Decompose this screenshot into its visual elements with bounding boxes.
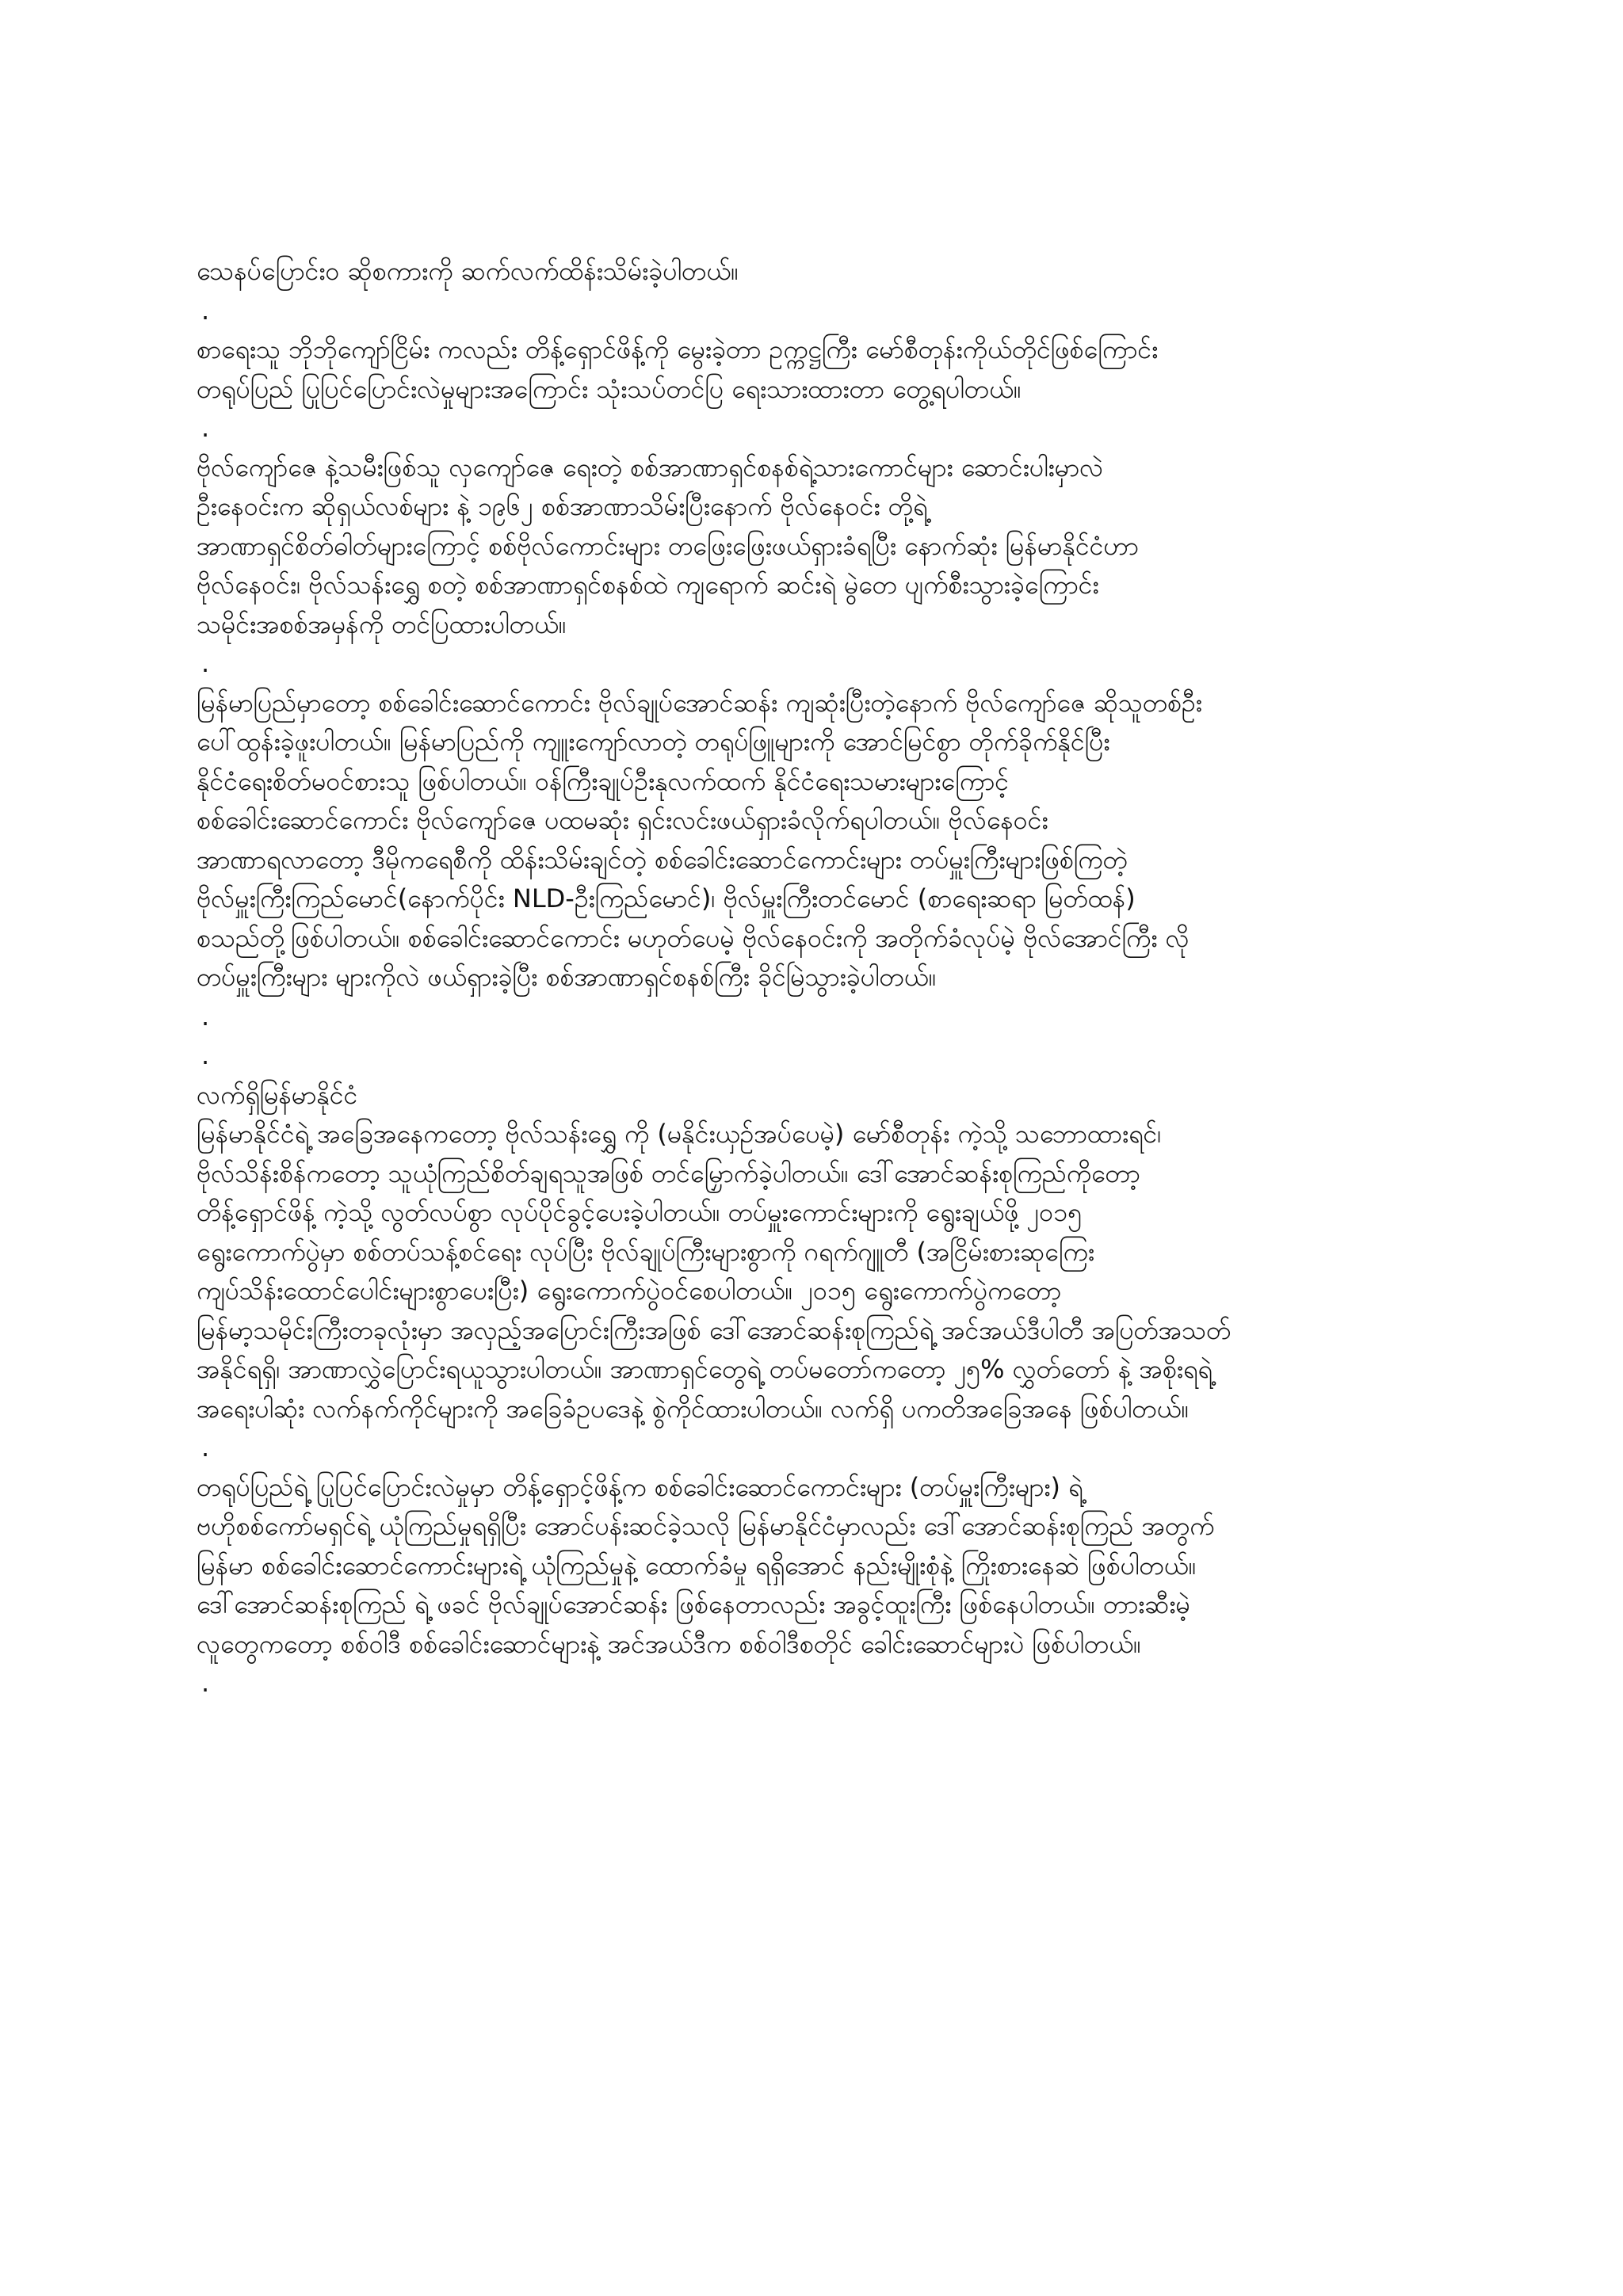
paragraph-4 xyxy=(197,684,1433,997)
text-line: မြန်မာနိုင်ငံရဲ့ အခြေအနေကတော့ ဗိုလ်သန်းရွှေ ကို (မနိုင်းယှဉ်အပ်ပေမဲ့) မော်စီတုန်း ကဲ့သို့ သဘောထားရင်၊ xyxy=(197,1119,1162,1149)
text-line: သမိုင်းအစစ်အမှန်ကို တင်ပြထားပါတယ်။ xyxy=(197,608,567,639)
text-line: ဗိုလ်သိန်းစိန်ကတော့ သူယုံကြည်စိတ်ချရသူအဖြစ် တင်မြှောက်ခဲ့ပါတယ်။ ဒေါ်အောင်ဆန်းစုကြည်ကိုတော့ xyxy=(197,1158,1140,1188)
paragraph-2 xyxy=(197,330,1433,409)
document-body xyxy=(197,252,1433,1703)
section-heading: လက်ရှိမြန်မာနိုင်ငံ xyxy=(197,1079,358,1110)
text-line: ဗဟိုစစ်ကော်မရှင်ရဲ့ ယုံကြည်မှုရရှိပြီး အောင်ပန်းဆင်ခဲ့သလို မြန်မာနိုင်ငံမှာလည်း ဒေါ်အောင်ဆန်းစုကြည် အတွက် xyxy=(197,1511,1215,1541)
separator-dot: . xyxy=(201,648,210,678)
text-line: နိုင်ငံရေးစိတ်မ၀င်စားသူ ဖြစ်ပါတယ်။ ဝန်ကြီးချုပ်ဦးနုလက်ထက် နိုင်ငံရေးသမားများကြောင့် xyxy=(197,765,1010,796)
text-line: လူတွေကတော့ စစ်ဝါဒီ စစ်ခေါင်းဆောင်များနဲ့ အင်အယ်ဒီက စစ်ဝါဒီစတိုင် ခေါင်းဆောင်များပဲ ဖြစ်ပါတယ်။ xyxy=(197,1628,1141,1659)
text-line: အရေးပါဆုံး လက်နက်ကိုင်များကို အခြေခံဥပဒေနဲ့ စွဲကိုင်ထားပါတယ်။ လက်ရှိ ပကတိအခြေအနေ ဖြစ်ပါတယ်။ xyxy=(197,1393,1190,1424)
separator-dot: . xyxy=(201,1668,210,1698)
text-line: မြန်မာ စစ်ခေါင်းဆောင်ကောင်းများရဲ့ ယုံကြည်မှုနဲ့ ထောက်ခံမှု ရရှိအောင် နည်းမျိုးစုံနဲ့ ကြိုးစားနေဆဲ ဖြစ်ပါတယ်။ xyxy=(197,1550,1197,1581)
separator-dot: . xyxy=(201,1040,210,1070)
text-line: စစ်ခေါင်းဆောင်ကောင်း ဗိုလ်ကျော်ဇေ ပထမဆုံး ရှင်းလင်းဖယ်ရှားခံလိုက်ရပါတယ်။ ဗိုလ်နေဝင်း xyxy=(197,805,1048,835)
separator-dot: . xyxy=(201,1001,210,1032)
text-line: ဦးနေဝင်းက ဆိုရှယ်လစ်များ နဲ့ ၁၉၆၂ စစ်အာဏာသိမ်းပြီးနောက် ဗိုလ်နေဝင်း တို့ရဲ့ xyxy=(197,491,928,521)
text-line: တပ်မှူးကြီးများ များကိုလဲ ဖယ်ရှားခဲ့ပြီး စစ်အာဏာရှင်စနစ်ကြီး ခိုင်မြဲသွားခဲ့ပါတယ်။ xyxy=(197,962,937,992)
paragraph-5 xyxy=(197,1115,1433,1428)
text-line: ဒေါ်အောင်ဆန်းစုကြည် ရဲ့ ဖခင် ဗိုလ်ချုပ်အောင်ဆန်း ဖြစ်နေတာလည်း အခွင့်ထူးကြီး ဖြစ်နေပါတယ်။ တားဆီးမဲ့ xyxy=(197,1589,1190,1619)
paragraph-3 xyxy=(197,448,1433,645)
text-line: တရုပ်ပြည်ရဲ့ ပြုပြင်ပြောင်းလဲမှုမှာ တိန့်ရှောင့်ဖိန့်က စစ်ခေါင်းဆောင်ကောင်းများ (တပ်မှူးကြီးများ) ရဲ့ xyxy=(197,1471,1083,1502)
text-line: ဗိုလ်ကျော်ဇေ နဲ့သမီးဖြစ်သူ လှကျော်ဇေ ရေးတဲ့ စစ်အာဏာရှင်စနစ်ရဲ့သားကောင်များ ဆောင်းပါးမှာလဲ xyxy=(197,452,1104,482)
paragraph-6 xyxy=(197,1468,1433,1665)
separator-dot: . xyxy=(201,1432,210,1463)
text-line: ဗိုလ်နေဝင်း၊ ဗိုလ်သန်းရွှေ စတဲ့ စစ်အာဏာရှင်စနစ်ထဲ ကျရောက် ဆင်းရဲ မွဲတေ ပျက်စီးသွားခဲ့ကြောင်း xyxy=(197,570,1099,600)
text-line: ရွေးကောက်ပွဲမှာ စစ်တပ်သန့်စင်ရေး လုပ်ပြီး ဗိုလ်ချုပ်ကြီးများစွာကို ဂရက်ဂျူတီ (အငြိမ်းစားဆုကြေး xyxy=(197,1236,1094,1267)
text-line: သေနပ်ပြောင်း၀ ဆိုစကားကို ဆက်လက်ထိန်းသိမ်းခဲ့ပါတယ်။ xyxy=(197,256,739,286)
text-line: တရုပ်ပြည် ပြုပြင်ပြောင်းလဲမှုများအကြောင်း သုံးသပ်တင်ပြ ရေးသားထားတာ တွေ့ရပါတယ်။ xyxy=(197,373,1022,404)
text-line: အာဏာရှင်စိတ်ဓါတ်များကြောင့် စစ်ဗိုလ်ကောင်းများ တဖြေးဖြေးဖယ်ရှားခံရပြီး နောက်ဆုံး မြန်မာနိုင်ငံဟာ xyxy=(197,530,1139,561)
text-line: တိန့်ရှောင်ဖိန့် ကဲ့သို့ လွတ်လပ်စွာ လုပ်ပိုင်ခွင့်ပေးခဲ့ပါတယ်။ တပ်မှူးကောင်းများကို ရွေးချယ်ဖို့ ၂၀၁၅ xyxy=(197,1197,1083,1227)
text-line: ကျပ်သိန်းထောင်ပေါင်းများစွာပေးပြီး) ရွေးကောက်ပွဲဝင်စေပါတယ်။ ၂၀၁၅ ရွေးကောက်ပွဲကတော့ xyxy=(197,1276,1062,1306)
paragraph-1 xyxy=(197,252,1433,292)
text-line: မြန်မာ့သမိုင်းကြီးတခုလုံးမှာ အလှည့်အပြောင်းကြီးအဖြစ် ဒေါ်အောင်ဆန်းစုကြည်ရဲ့ အင်အယ်ဒီပါတီ အပြတ်အသတ် xyxy=(197,1314,1232,1345)
text-line: ဗိုလ်မှူးကြီးကြည်မောင်(နောက်ပိုင်း NLD-ဦးကြည်မောင်)၊ ဗိုလ်မှူးကြီးတင်မောင် (စာရေးဆရာ မြတ်ထန်) xyxy=(197,883,1136,913)
text-line: စသည်တို့ဖြစ်ပါတယ်။ စစ်ခေါင်းဆောင်ကောင်း မဟုတ်ပေမဲ့ ဗိုလ်နေဝင်းကို အတိုက်ခံလုပ်မဲ့ ဗိုလ်အောင်ကြီး လို xyxy=(197,922,1190,953)
text-line: အာဏာရလာတော့ ဒီမိုကရေစီကို ထိန်းသိမ်းချင်တဲ့ စစ်ခေါင်းဆောင်ကောင်းများ တပ်မှူးကြီးများဖြစ်ကြတဲ့ xyxy=(197,844,1128,875)
text-line: ပေါ်ထွန်းခဲ့ဖူးပါတယ်။ မြန်မာပြည်ကို ကျူးကျော်လာတဲ့ တရုပ်ဖြူများကို အောင်မြင်စွာ တိုက်ခိုက်နိုင်ပြီး xyxy=(197,727,1110,757)
separator-dot: . xyxy=(201,295,210,326)
separator-dot: . xyxy=(201,413,210,443)
text-line: မြန်မာပြည်မှာတော့ စစ်ခေါင်းဆောင်ကောင်း ဗိုလ်ချုပ်အောင်ဆန်း ကျဆုံးပြီးတဲ့နောက် ဗိုလ်ကျော်ဇေ ဆိုသူတစ်ဦး xyxy=(197,687,1202,718)
text-line: အနိုင်ရရှိ၊ အာဏာလွှဲပြောင်းရယူသွားပါတယ်။ အာဏာရှင်တွေရဲ့ တပ်မတော်ကတော့ ၂၅% လွှတ်တော် နဲ့ အစိုးရရဲ့ xyxy=(197,1354,1212,1384)
text-line: စာရေးသူ ဘိုဘိုကျော်ငြိမ်း ကလည်း တိန့်ရှောင်ဖိန့်ကို မွေးခဲ့တာ ဥက္ကဋ္ဌကြီး မော်စီတုန်းကိုယ်တိုင်ဖြစ်ကြောင်း xyxy=(197,334,1159,364)
